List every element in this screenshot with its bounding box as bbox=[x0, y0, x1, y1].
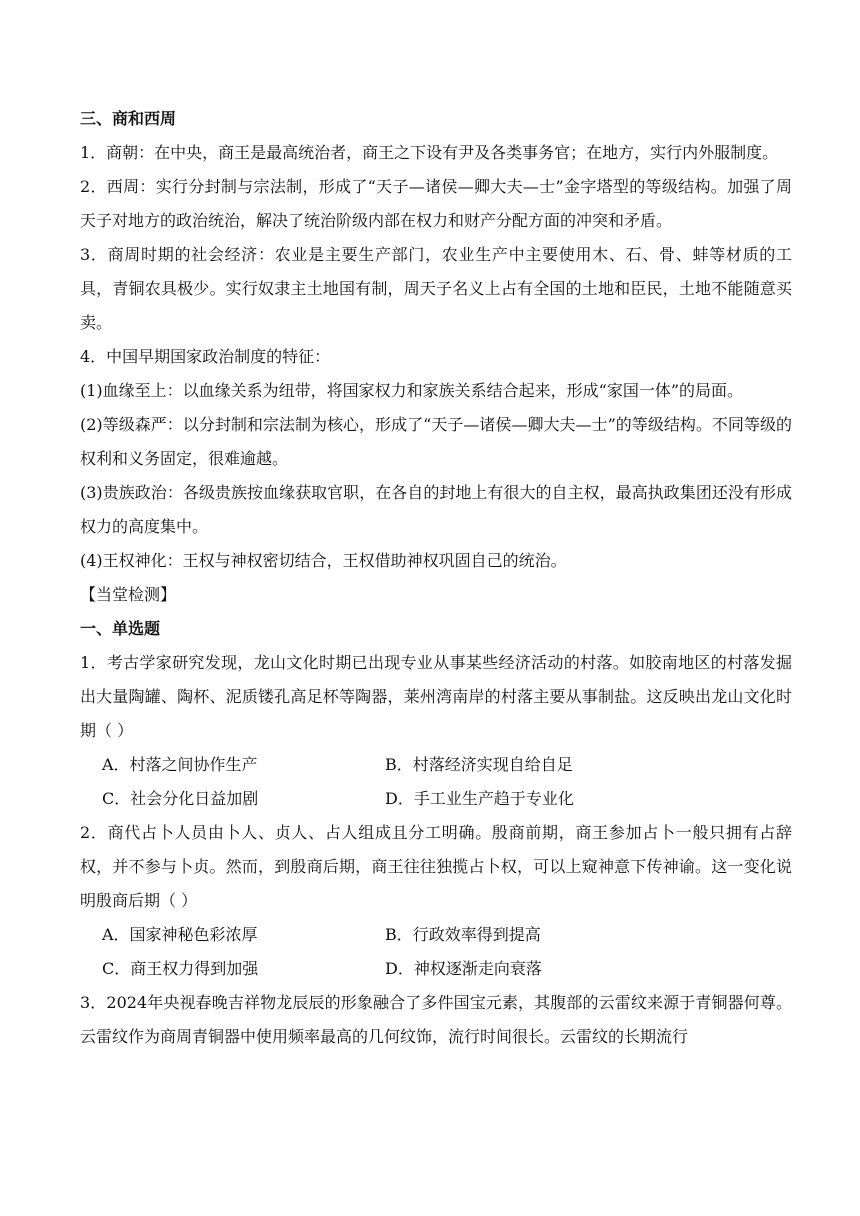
feature-item-4: (4)王权神化：王权与神权密切结合，王权借助神权巩固自己的统治。 bbox=[80, 551, 567, 570]
feature-item-1: (1)血缘至上：以血缘关系为纽带，将国家权力和家族关系结合起来，形成“家国一体”的局面。 bbox=[80, 381, 744, 400]
section-heading: 三、商和西周 bbox=[80, 109, 177, 128]
question-3-stem: 3．2024年央视春晚吉祥物龙辰辰的形象融合了多件国宝元素，其腹部的云雷纹来源于青铜器何尊。云雷纹作为商周青铜器中使用频率最高的几何纹饰，流行时间很长。云雷纹的长期流行 bbox=[80, 993, 792, 1046]
question-2-options-row-2 bbox=[80, 952, 792, 986]
in-class-test-tag: 【当堂检测】 bbox=[80, 585, 177, 604]
paragraph-shang: 1．商朝：在中央，商王是最高统治者，商王之下设有尹及各类事务官；在地方，实行内外服制度。 bbox=[80, 143, 779, 162]
single-choice-heading: 一、单选题 bbox=[80, 619, 161, 638]
q1-option-c: C．社会分化日益加剧 bbox=[102, 789, 259, 808]
q2-option-b: B．行政效率得到提高 bbox=[385, 925, 541, 944]
q1-option-b: B．村落经济实现自给自足 bbox=[385, 755, 573, 774]
paragraph-economy: 3．商周时期的社会经济：农业是主要生产部门，农业生产中主要使用木、石、骨、蚌等材质的工具，青铜农具极少。实行奴隶主土地国有制，周天子名义上占有全国的土地和臣民，土地不能随意买卖。 bbox=[80, 245, 792, 332]
q2-option-a: A．国家神秘色彩浓厚 bbox=[102, 925, 258, 944]
document-page bbox=[80, 102, 792, 1054]
paragraph-features-title: 4．中国早期国家政治制度的特征： bbox=[80, 347, 331, 366]
q1-option-d: D．手工业生产趋于专业化 bbox=[385, 789, 574, 808]
question-2-stem: 2．商代占卜人员由卜人、贞人、占人组成且分工明确。殷商前期，商王参加占卜一般只拥有占辞权，并不参与卜贞。然而，到殷商后期，商王往往独揽占卜权，可以上窥神意下传神谕。这一变化说明殷商后期（ ） bbox=[80, 823, 792, 910]
question-1-options-row-1 bbox=[80, 748, 792, 782]
question-2-options-row-1 bbox=[80, 918, 792, 952]
q2-option-d: D．神权逐渐走向衰落 bbox=[385, 959, 542, 978]
question-1-stem: 1．考古学家研究发现，龙山文化时期已出现专业从事某些经济活动的村落。如胶南地区的村落发掘出大量陶罐、陶杯、泥质镂孔高足杯等陶器，莱州湾南岸的村落主要从事制盐。这反映出龙山文化时期（ ） bbox=[80, 653, 792, 740]
question-1-options-row-2 bbox=[80, 782, 792, 816]
q2-option-c: C．商王权力得到加强 bbox=[102, 959, 259, 978]
feature-item-2: (2)等级森严：以分封制和宗法制为核心，形成了“天子—诸侯—卿大夫—士”的等级结构。不同等级的权利和义务固定，很难逾越。 bbox=[80, 415, 792, 468]
paragraph-western-zhou: 2．西周：实行分封制与宗法制，形成了“天子—诸侯—卿大夫—士”金字塔型的等级结构。加强了周天子对地方的政治统治，解决了统治阶级内部在权力和财产分配方面的冲突和矛盾。 bbox=[80, 177, 792, 230]
q1-option-a: A．村落之间协作生产 bbox=[102, 755, 258, 774]
feature-item-3: (3)贵族政治：各级贵族按血缘获取官职，在各自的封地上有很大的自主权，最高执政集团还没有形成权力的高度集中。 bbox=[80, 483, 792, 536]
